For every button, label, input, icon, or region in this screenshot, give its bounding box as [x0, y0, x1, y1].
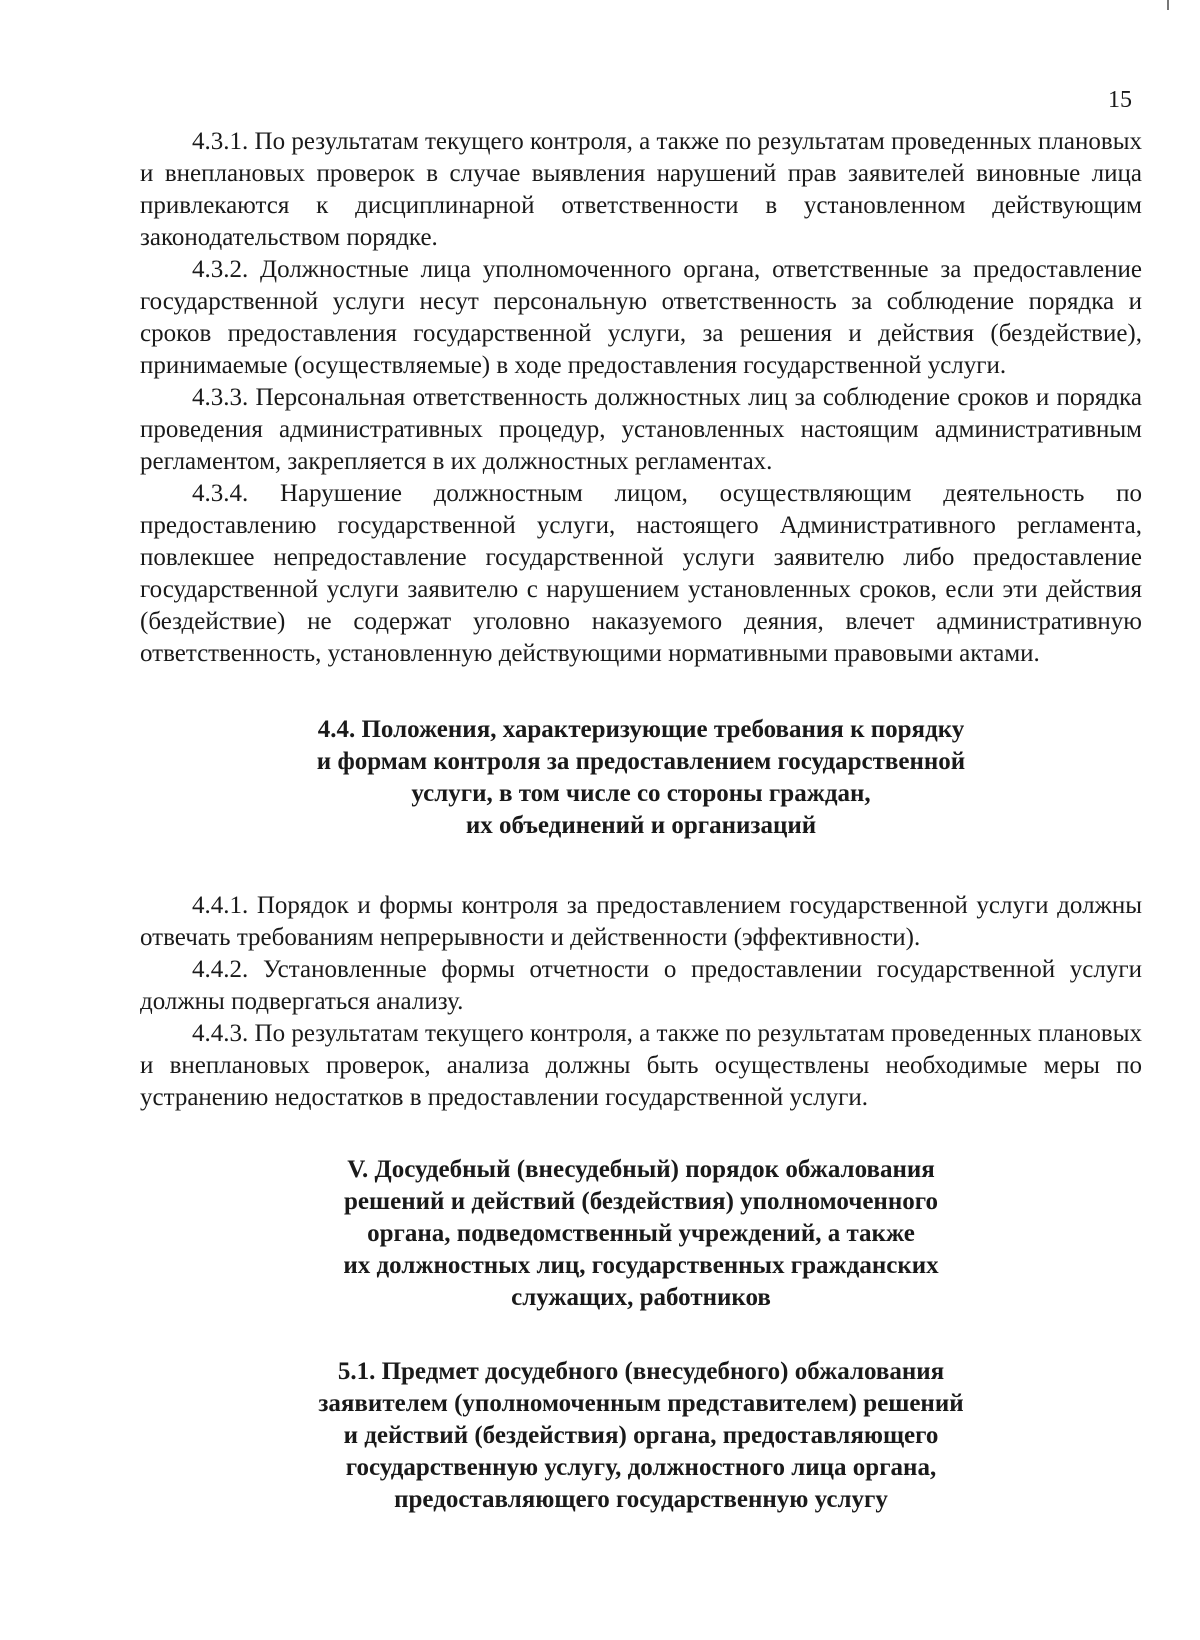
heading-line: их объединений и организаций	[465, 812, 817, 839]
heading-line: заявителем (уполномоченным представителем) решений	[318, 1390, 964, 1417]
section-heading-4-4	[140, 714, 1142, 842]
section-heading-5-1	[140, 1356, 1142, 1516]
heading-line: V. Досудебный (внесудебный) порядок обжалования	[347, 1156, 935, 1183]
paragraph-4-3-1: 4.3.1. По результатам текущего контроля, а также по результатам проведенных плановых и внеплановых проверок в случае выявления нарушений прав заявителей виновные лица привлекаются к дисциплинарной ответственности в установленном действующим законодательством порядке.	[140, 128, 1142, 251]
section-heading-v	[140, 1154, 1142, 1314]
scan-artifact-mark	[1167, 0, 1169, 10]
paragraph-4-3-2: 4.3.2. Должностные лица уполномоченного органа, ответственные за предоставление государственной услуги несут персональную ответственность за соблюдение порядка и сроков предоставления государственной услуги, за решения и действия (бездействие), принимаемые (осуществляемые) в ходе предоставления государственной услуги.	[140, 256, 1142, 379]
heading-line: служащих, работников	[511, 1284, 771, 1311]
heading-line: решений и действий (бездействия) уполномоченного	[344, 1188, 938, 1215]
paragraph-4-4-2: 4.4.2. Установленные формы отчетности о предоставлении государственной услуги должны подвергаться анализу.	[140, 956, 1142, 1015]
paragraph-4-3-3: 4.3.3. Персональная ответственность должностных лиц за соблюдение сроков и порядка проведения административных процедур, установленных настоящим административным регламентом, закрепляется в их должностных регламентах.	[140, 384, 1142, 475]
paragraph-4-3-4: 4.3.4. Нарушение должностным лицом, осуществляющим деятельность по предоставлению государственной услуги, настоящего Административного регламента, повлекшее непредоставление государственной услуги заявителю либо предоставление государственной услуги заявителю с нарушением установленных сроков, если эти действия (бездействие) не содержат уголовно наказуемого деяния, влечет административную ответственность, установленную действующими нормативными правовыми актами.	[140, 480, 1142, 667]
heading-line: их должностных лиц, государственных гражданских	[343, 1252, 939, 1279]
paragraph-4-4-3: 4.4.3. По результатам текущего контроля, а также по результатам проведенных плановых и внеплановых проверок, анализа должны быть осуществлены необходимые меры по устранению недостатков в предоставлении государственной услуги.	[140, 1020, 1142, 1111]
heading-line: и формам контроля за предоставлением государственной	[316, 748, 966, 775]
document-body	[140, 126, 1142, 1516]
heading-line: и действий (бездействия) органа, предоставляющего	[343, 1422, 939, 1449]
heading-line: услуги, в том числе со стороны граждан,	[411, 780, 871, 807]
spacer	[140, 670, 1142, 714]
heading-line: государственную услугу, должностного лица органа,	[345, 1454, 937, 1481]
paragraph-4-4-1: 4.4.1. Порядок и формы контроля за предоставлением государственной услуги должны отвечать требованиям непрерывности и действенности (эффективности).	[140, 892, 1142, 951]
heading-line: 4.4. Положения, характеризующие требования к порядку	[317, 716, 965, 743]
spacer	[140, 1314, 1142, 1356]
spacer	[140, 1114, 1142, 1154]
heading-line: предоставляющего государственную услугу	[394, 1486, 888, 1513]
spacer	[140, 842, 1142, 890]
heading-line: органа, подведомственный учреждений, а также	[367, 1220, 915, 1247]
heading-line: 5.1. Предмет досудебного (внесудебного) обжалования	[337, 1358, 945, 1385]
page-number: 15	[1108, 87, 1132, 113]
